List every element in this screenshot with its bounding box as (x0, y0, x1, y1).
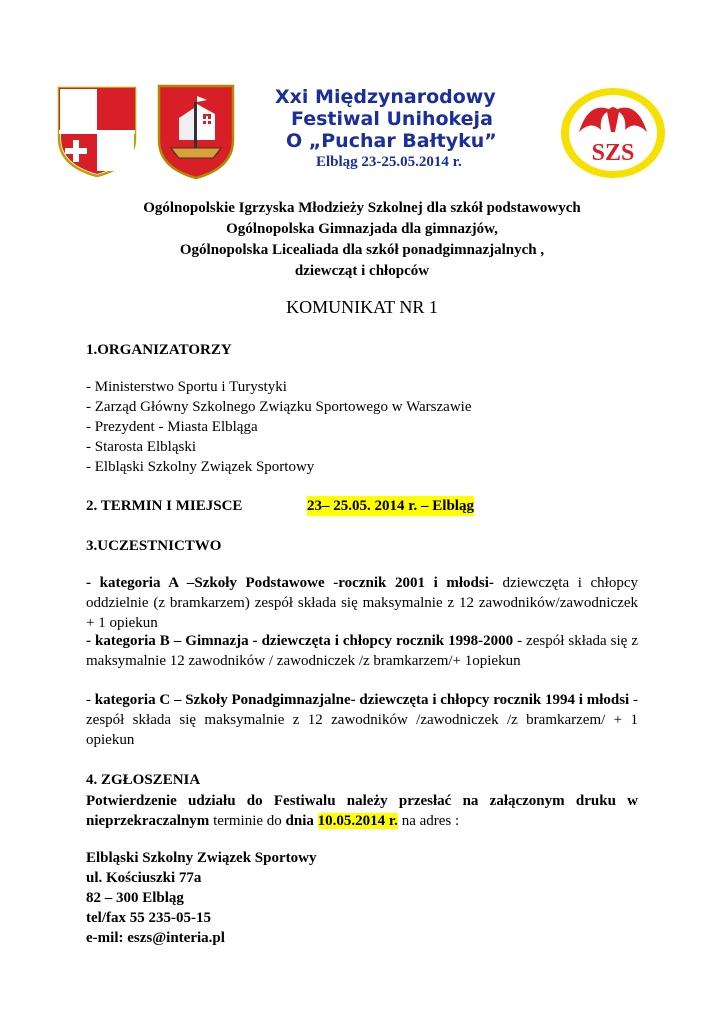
applications-text-bold: Potwierdzenie udziału do Festiwalu należy przesłać na załączonym druku w nieprzekraczalnym (86, 793, 638, 829)
list-item: - Starosta Elbląski (86, 439, 196, 455)
applications-heading: 4. ZGŁOSZENIA (86, 772, 201, 788)
term-heading: 2. TERMIN I MIEJSCE (86, 498, 243, 514)
subtitle-line: Ogólnopolska Gimnazjada dla gimnazjów, (226, 221, 498, 237)
category-c-title: kategoria C – Szkoły Ponadgimnazjalne- dziewczęta i chłopcy rocznik 1994 i młodsi (94, 692, 630, 708)
address-line: Elbląski Szkolny Związek Sportowy (86, 850, 317, 866)
email-line: e-mil: eszs@interia.pl (86, 930, 225, 946)
organizers-list (86, 377, 472, 477)
event-subtitle (60, 198, 664, 282)
category-a (86, 573, 638, 633)
list-item: - Zarząd Główny Szkolnego Związku Sportowego w Warszawie (86, 399, 472, 415)
festival-title-block (250, 86, 550, 172)
szs-logo (559, 86, 667, 180)
deadline-date: 10.05.2014 r. (317, 813, 398, 829)
address-line: tel/fax 55 235-05-15 (86, 910, 211, 926)
applications-paragraph (86, 791, 638, 831)
address-line: ul. Kościuszki 77a (86, 870, 202, 886)
contact-address (86, 848, 316, 948)
category-c-prefix: - (86, 692, 95, 708)
subtitle-line: dziewcząt i chłopców (294, 263, 430, 279)
document-title: KOMUNIKAT NR 1 (286, 297, 438, 317)
applications-text-end: na adres : (397, 813, 460, 829)
category-c (86, 690, 638, 750)
organizers-heading: 1.ORGANIZATORZY (86, 342, 232, 358)
term-value: 23– 25.05. 2014 r. – Elbląg (307, 498, 474, 514)
category-b-title: - kategoria B – Gimnazja - dziewczęta i chłopcy rocznik 1998-2000 (86, 633, 514, 649)
list-item: - Ministerstwo Sportu i Turystyki (86, 379, 287, 395)
festival-title-line3: O „Puchar Bałtyku” (286, 130, 497, 152)
szs-logo-text: SZS (591, 140, 635, 166)
festival-date: Elbląg 23-25.05.2014 r. (316, 154, 462, 170)
ship-coat-of-arms-logo (157, 84, 235, 180)
applications-text-day: dnia (285, 813, 318, 829)
list-item: - Prezydent - Miasta Elbląga (86, 419, 258, 435)
category-a-title: - kategoria A –Szkoły Podstawowe -rocznik 2001 i młodsi- (86, 575, 494, 591)
elblag-coat-of-arms-logo (57, 86, 137, 178)
subtitle-line: Ogólnopolska Licealiada dla szkół ponadgimnazjalnych , (179, 242, 545, 258)
list-item: - Elbląski Szkolny Związek Sportowy (86, 459, 315, 475)
participation-heading: 3.UCZESTNICTWO (86, 538, 222, 554)
festival-title-line1: Xxi Międzynarodowy (275, 86, 496, 108)
category-b (86, 631, 638, 671)
category-a-text: dziewczęta i chłopcy oddzielnie (z bramkarzem) zespół składa się maksymalnie z 12 zawodników/zawodniczek + 1 opiekun (86, 575, 639, 631)
festival-title-line2: Festiwal Unihokeja (291, 108, 493, 130)
subtitle-line: Ogólnopolskie Igrzyska Młodzieży Szkolnej dla szkół podstawowych (143, 200, 581, 216)
category-b-text: - zespół składa się z maksymalnie 12 zawodników / zawodniczek /z bramkarzem/+ 1opiekun (86, 633, 638, 669)
category-c-text: -zespół składa się maksymalnie z 12 zawodników /zawodniczek /z bramkarzem/ + 1 opiekun (86, 692, 638, 748)
address-line: 82 – 300 Elbląg (86, 890, 184, 906)
applications-text: terminie do (209, 813, 286, 829)
